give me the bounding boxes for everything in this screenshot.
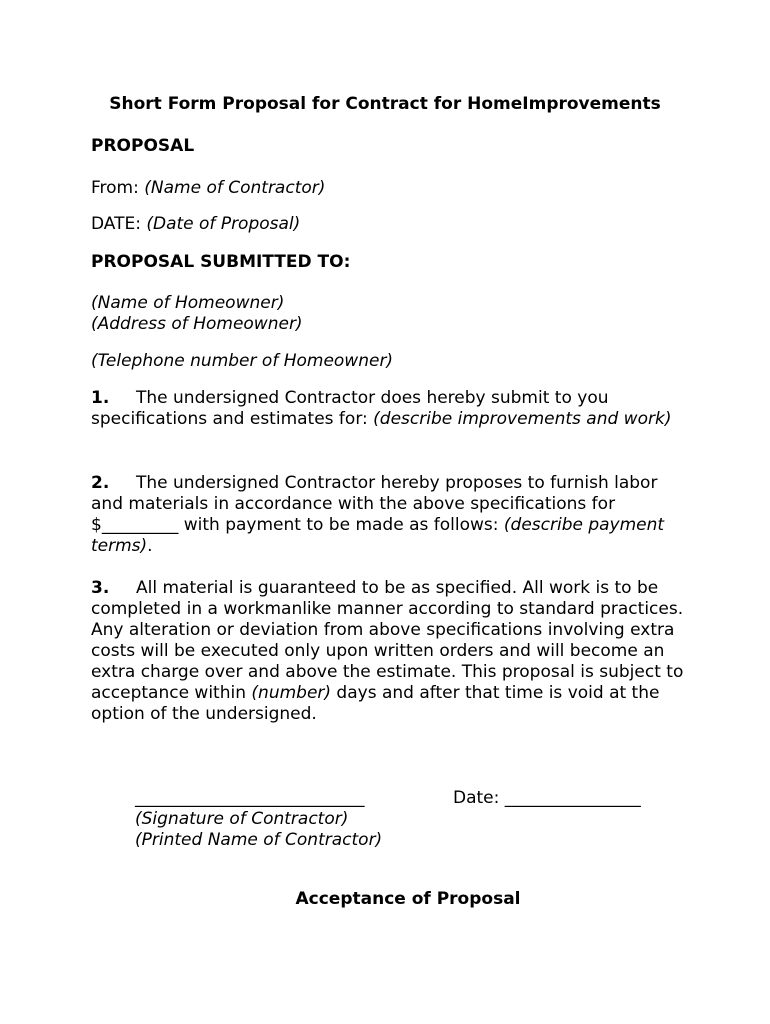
clause-number: 1.	[91, 388, 110, 408]
from-value: (Name of Contractor)	[144, 178, 326, 198]
date-line	[91, 214, 691, 235]
clause-text: The undersigned Contractor hereby proposes to furnish labor and materials in accordance with the above specifications for $_________ with payment to be made as follows:	[91, 473, 658, 535]
signature-caption: (Signature of Contractor)	[135, 809, 349, 829]
signature-date-field: Date: ________________	[453, 788, 641, 808]
homeowner-name: (Name of Homeowner)	[91, 293, 285, 313]
date-label: DATE:	[91, 214, 147, 234]
document-title: Short Form Proposal for Contract for HomeImprovements	[109, 94, 661, 114]
clause-number: 3.	[91, 578, 110, 598]
clause-after: days and after that time is void at the option of the undersigned.	[91, 683, 660, 724]
clause-italic: (number)	[251, 683, 332, 703]
clause-italic: (describe improvements and work)	[373, 409, 672, 429]
clause-after: .	[147, 536, 153, 556]
clause-number: 2.	[91, 473, 110, 493]
submitted-to-heading: PROPOSAL SUBMITTED TO:	[91, 252, 351, 272]
signature-line: ___________________________	[135, 788, 365, 808]
homeowner-address: (Address of Homeowner)	[91, 314, 303, 334]
homeowner-telephone: (Telephone number of Homeowner)	[91, 351, 394, 371]
date-value: (Date of Proposal)	[146, 214, 301, 234]
clause-text: The undersigned Contractor does hereby submit to you specifications and estimates for:	[91, 388, 609, 429]
clause-2	[91, 473, 691, 557]
from-line	[91, 178, 691, 199]
from-label: From:	[91, 178, 145, 198]
acceptance-heading: Acceptance of Proposal	[295, 889, 521, 909]
proposal-heading: PROPOSAL	[91, 136, 195, 156]
clause-3	[91, 578, 691, 725]
printed-name-caption: (Printed Name of Contractor)	[135, 830, 383, 850]
clause-italic: (describe payment terms)	[91, 515, 665, 556]
clause-1	[91, 388, 691, 430]
clause-text: All material is guaranteed to be as specified. All work is to be completed in a workmanlike manner according to standard practices. Any alteration or deviation from above specifications involving extra costs will be executed only upon written orders and will become an extra charge over and above the estimate. This proposal is subject to acceptance within	[91, 578, 684, 703]
